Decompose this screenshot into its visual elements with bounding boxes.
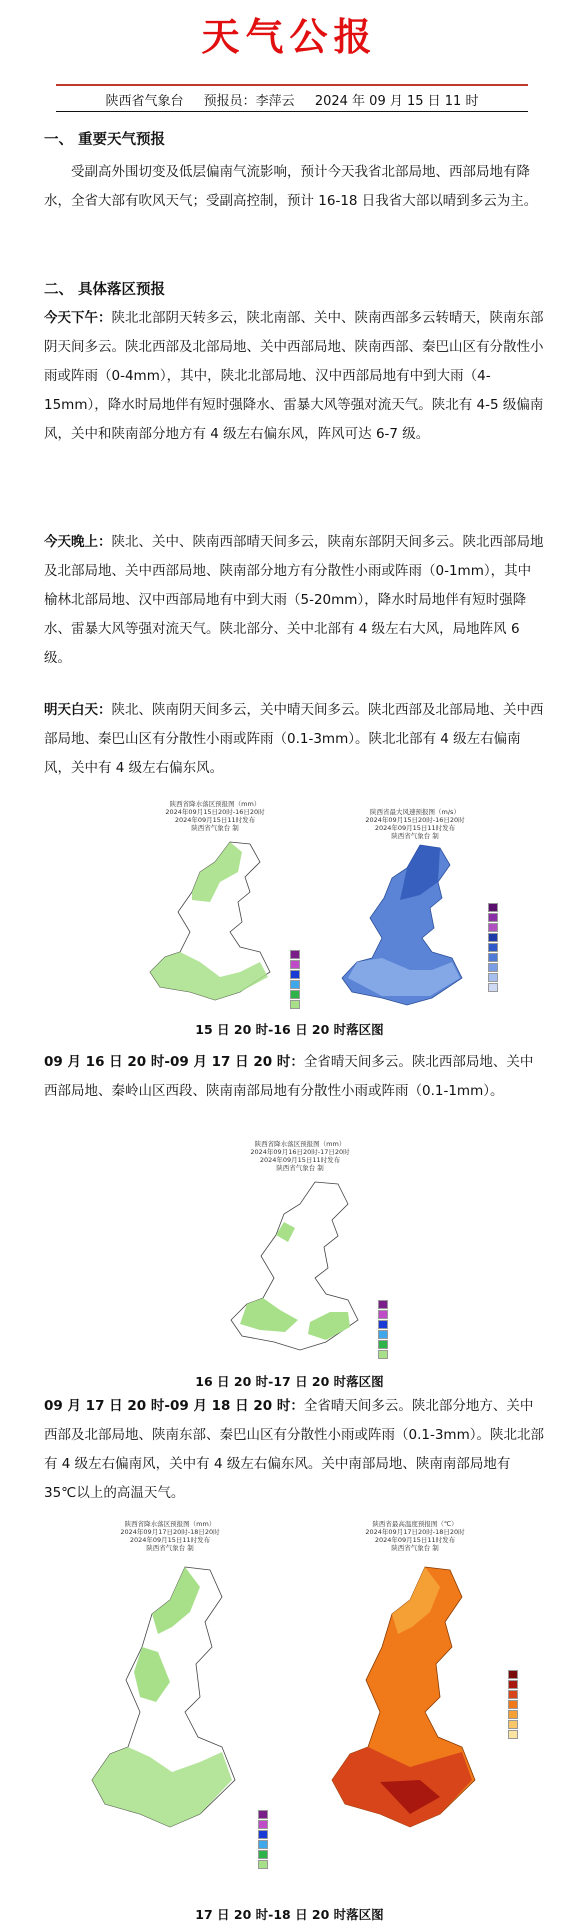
forecast-body: 陕北、关中、陕南西部晴天间多云，陕南东部阴天间多云。陕北西部局地及北部局地、关中西部局地、陕南部分地方有分散性小雨或阵雨（0-1mm），其中榆林北部局地、汉中西部局地有中到大雨（5-20mm），降水时局地伴有短时强降水、雷暴大风等强对流天气。陕北部分、关中北部有 4 级左右大风，局地阵风 6 级。 (44, 534, 544, 666)
forecast-body: 全省晴天间多云。陕北西部局地、关中西部局地、秦岭山区西段、陕南南部局地有分散性小雨或阵雨（0.1-1mm）。 (44, 1054, 534, 1099)
wind-legend (488, 903, 502, 993)
rain-legend (290, 950, 304, 1010)
forecast-tonight (44, 528, 544, 673)
forecast-today-afternoon (44, 304, 544, 449)
header-underline (56, 111, 528, 112)
rain-map-15-16: 陕西省降水落区预报图（mm） 2024年09月15日20时-16日20时 2024年09月15日11时发布 陕西省气象台 制 (120, 800, 310, 1015)
shaanxi-temp-map-shape (300, 1552, 530, 1892)
org-name: 陕西省气象台 (105, 94, 184, 109)
shaanxi-wind-map-shape (320, 840, 510, 1015)
section-title-details: 二、 具体落区预报 (44, 282, 166, 298)
forecast-lead: 09 月 16 日 20 时-09 月 17 日 20 时： (44, 1054, 304, 1070)
forecast-tomorrow-day (44, 696, 544, 783)
forecast-body: 陕北北部阴天转多云，陕北南部、关中、陕南西部多云转晴天，陕南东部阴天间多云。陕北西部及北部局地、关中西部局地、陕南西部、秦巴山区有分散性小雨或阵雨（0-4mm），其中，陕北北部局地、汉中西部局地有中到大雨（4-15mm），降水时局地伴有短时强降水、雷暴大风等强对流天气。陕北有 4-5 级偏南风，关中和陕南部分地方有 4 级左右偏东风，阵风可达 6-7 级。 (44, 310, 544, 442)
forecast-lead: 今天下午： (44, 310, 112, 326)
shaanxi-rain-map-shape (120, 832, 310, 1012)
shaanxi-rain-map-shape-3 (60, 1552, 280, 1892)
issue-time: 2024 年 09 月 15 日 11 时 (314, 94, 479, 109)
forecast-lead: 明天白天： (44, 702, 112, 718)
forecast-day3 (44, 1392, 544, 1508)
header-divider (56, 84, 528, 86)
section-title-important: 一、 重要天气预报 (44, 132, 166, 148)
temperature-map-17-18: 陕西省最高温度预报图（℃） 2024年09月17日20时-18日20时 2024年09月15日11时发布 陕西省气象台 制 (300, 1520, 530, 1905)
bulletin-header (56, 90, 528, 109)
wind-map-15-16: 陕西省最大风速预报图（m/s） 2024年09月15日20时-16日20时 2024年09月15日11时发布 陕西省气象台 制 (320, 808, 510, 1018)
rain-legend-3 (258, 1810, 272, 1870)
forecast-body: 全省晴天间多云。陕北部分地方、关中西部及北部局地、陕南东部、秦巴山区有分散性小雨或阵雨（0.1-3mm）。陕北北部有 4 级左右偏南风，关中有 4 级左右偏东风。关中南部局地、陕南南部局地有 35℃以上的高温天气。 (44, 1398, 544, 1501)
rain-map-16-17: 陕西省降水落区预报图（mm） 2024年09月16日20时-17日20时 2024年09月15日11时发布 陕西省气象台 制 (200, 1140, 400, 1368)
temp-legend (508, 1670, 522, 1740)
forecast-lead: 今天晚上： (44, 534, 112, 550)
forecast-body: 陕北、陕南阴天间多云，关中晴天间多云。陕北西部及北部局地、关中西部局地、秦巴山区有分散性小雨或阵雨（0.1-3mm）。陕北北部有 4 级左右偏南风，关中有 4 级左右偏东风。 (44, 702, 544, 776)
map-caption-1: 15 日 20 时-16 日 20 时落区图 (195, 1022, 384, 1037)
rain-legend-2 (378, 1300, 392, 1360)
rain-map-17-18: 陕西省降水落区预报图（mm） 2024年09月17日20时-18日20时 2024年09月15日11时发布 陕西省气象台 制 (60, 1520, 280, 1905)
forecaster-name: 预报员：李萍云 (203, 94, 295, 109)
map-caption-2: 16 日 20 时-17 日 20 时落区图 (195, 1374, 384, 1389)
shaanxi-rain-map-shape-2 (200, 1172, 400, 1362)
forecast-day2 (44, 1048, 544, 1106)
forecast-lead: 09 月 17 日 20 时-09 月 18 日 20 时： (44, 1398, 304, 1414)
map-caption-3: 17 日 20 时-18 日 20 时落区图 (195, 1907, 384, 1922)
important-forecast-text: 受副高外围切变及低层偏南气流影响，预计今天我省北部局地、西部局地有降水，全省大部有吹风天气；受副高控制，预计 16-18 日我省大部以晴到多云为主。 (44, 164, 538, 209)
page-title: 天气公报 (201, 14, 378, 59)
